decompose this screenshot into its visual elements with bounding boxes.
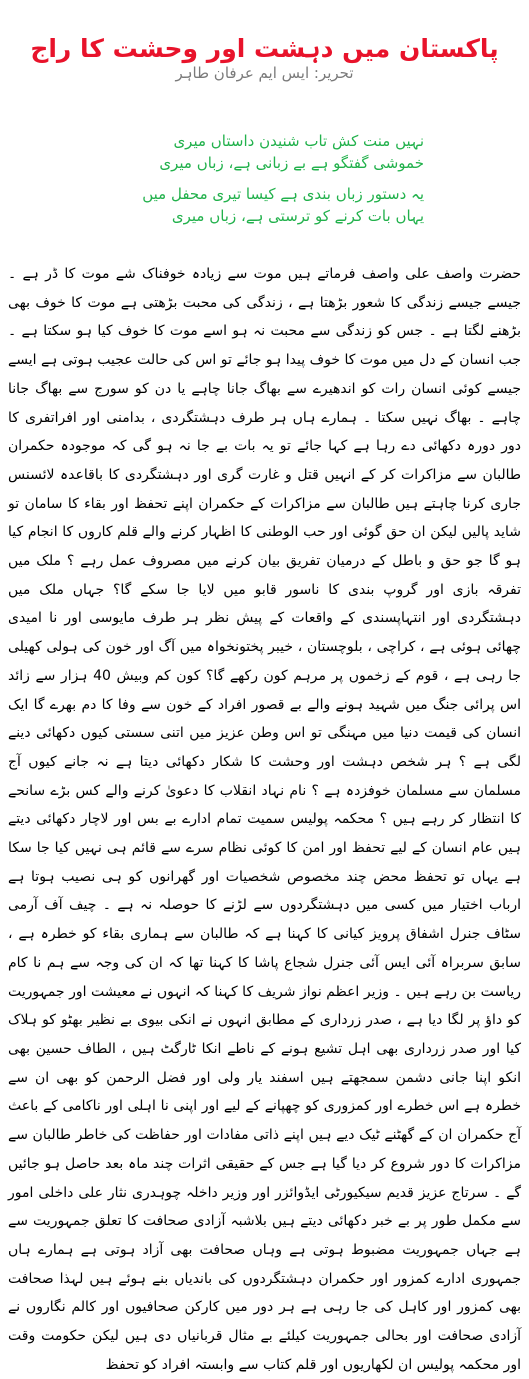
poetry-block xyxy=(124,130,424,227)
article-title: پاکستان میں دہشت اور وحشت کا راج xyxy=(30,33,499,63)
poetry-verse-1: نہیں منت کش تاب شنیدن داستاں میری xyxy=(173,132,424,150)
article-body: حضرت واصف علی واصف فرماتے ہیں موت سے زیادہ خوفناک شے موت کا ڈر ہے ۔ جیسے جیسے زندگی کا شعور بڑھتا ہے ، زندگی کی محبت بڑھتی ہے موت کا خوف بھی بڑھنے لگتا ہے ۔ جس کو زندگی سے محبت نہ ہو اسے موت کا خوف کیا ہو سکتا ہے ۔ جب انسان کے دل میں موت کا خوف پیدا ہو جائے تو اس کی حالت عجیب ہوتی ہے ایسے جیسے کوئی انسان رات کو اندھیرے سے بھاگ جانا چاہے یا دن کو سورج سے بھاگ جانا چاہے ۔ بھاگ نہیں سکتا ۔ ہمارے ہاں ہر طرف دہشتگردی ، بدامنی اور افراتفری کا دور دورہ دکھائی دے رہا ہے کہا جائے تو یہ بات بے جا نہ ہو گی کہ موجودہ حکمران طالبان سے مزاکرات کر کے انہیں قتل و غارت گری اور دہشتگردی کا باقاعدہ لائسنس جاری کرنا چاہتے ہیں طالبان سے مزاکرات کے حکمران اپنے تحفظ اور بقاء کا سامان تو شاید پالیں لیکن ان حق گوئی اور حب الوطنی کا اظہار کرنے والے قلم کاروں کا انجام کیا ہو گا جو حق و باطل کے درمیان تفریق بیان کرنے میں مصروف عمل رہے ؟ ملک میں تفرقہ بازی اور گروپ بندی کا ناسور قابو میں لایا جا سکے گا؟ جہاں ملک میں دہشتگردی اور انتہاپسندی کے واقعات کے پیش نظر ہر طرف مایوسی اور نا امیدی چھائی ہوئی ہے ، کراچی ، بلوچستان ، خیبر پختونخواہ میں آگ اور خون کی ہولی کھیلی جا رہی ہے ، قوم کے زخموں پر مرہم کون رکھے گا؟ کون کم وبیش 40 ہزار سے زائد اس پرائی جنگ میں شہید ہونے والے بے قصور افراد کے خون سے وفا کا دم بھرے گا ایک انسان کی قیمت دنیا میں مہنگی تو اس وطن عزیز میں اتنی سستی کیوں دکھائی دینے لگی ہے ؟ ہر شخص دہشت اور وحشت کا شکار دکھائی دیتا ہے نہ جانے کیوں آج مسلمان سے مسلمان خوفزدہ ہے ؟ نام نہاد انقلاب کا دعویٰ کرنے والے کس بڑے سانحے کا انتظار کر رہے ہیں ؟ محکمہ پولیس سمیت تمام ادارے بے بس اور لاچار دکھائی دیتے ہیں عام انسان کے لیے تحفظ اور امن کا کوئی نظام سرے سے قائم ہی نہیں کیا جا سکا ہے یہاں تو تحفظ محض چند مخصوص شخصیات اور گھرانوں کو ہی نصیب ہوتا ہے ارباب اختیار میں کسی میں دہشتگردوں سے لڑنے کا حوصلہ نہ ہے ۔ چیف آف آرمی سٹاف جنرل اشفاق پرویز کیانی کا کہنا ہے کہ طالبان سے ہماری بقاء کو خطرہ ہے ، سابق سربراہ آئی ایس آئی جنرل شجاع پاشا کا کہنا تھا کہ ان کی وجہ سے ہم نا کام ریاست بن رہے ہیں ۔ وزیر اعظم نواز شریف کا کہنا کہ انہوں نے معیشت اور جمہوریت کو داؤ پر لگا دیا ہے ، صدر زرداری کے مطابق انہوں نے انکی بیوی بے نظیر بھٹو کو ہلاک کیا اور صدر زرداری بھی اہل تشیع ہونے کے ناطے انکا ٹارگٹ ہیں ، الطاف حسین بھی انکو اپنا جانی دشمن سمجھتے ہیں اسفند یار ولی اور فضل الرحمن کو بھی ان سے خطرہ ہے اس خطرے اور کمزوری کو چھپانے کے لیے اور اپنی نا اہلی اور ناکامی کے باعث آج حکمران ان کے گھٹنے ٹیک دیے ہیں اپنے ذاتی مفادات اور حفاظت کی خاطر طالبان سے مزاکرات کا دور شروع کر دیا گیا ہے جس کے حقیقی اثرات چند ماہ بعد حاصل ہو جائیں گے ۔ سرتاج عزیز قدیم سیکیورٹی ایڈوائزر اور وزیر داخلہ چوہدری نثار علی داخلی امور سے مکمل طور پر بے خبر دکھائی دیتے ہیں بلاشبہ آزادی صحافت کا تعلق جمہوریت سے ہے جہاں جمہوریت مضبوط ہوتی ہے وہاں صحافت بھی آزاد ہوتی ہے ہمارے ہاں جمہوری ادارے کمزور اور حکمران دہشتگردوں کی باندیاں بنے ہوئے ہیں لہذا صحافت بھی کمزور اور کاہل کی جا رہی ہے ہر دور میں کارکن صحافیوں اور کالم نگاروں نے آزادی صحافت اور بحالی جمہوریت کیلئے بے مثال قربانیاں دی ہیں لیکن حکومت وقت اور محکمہ پولیس ان لکھاریوں اور قلم کتاب سے وابستہ افراد کو تحفظ xyxy=(8,266,521,1373)
poetry-verse-2: خموشی گفتگو ہے بے زبانی ہے، زباں میری xyxy=(159,154,424,172)
poetry-verse-4: یہاں بات کرنے کو ترستی ہے، زباں میری xyxy=(171,207,424,225)
poetry-verse-3: یہ دستور زباں بندی ہے کیسا تیری محفل میں xyxy=(142,185,424,203)
article-byline: تحریر: ایس ایم عرفان طاہر xyxy=(175,64,354,82)
